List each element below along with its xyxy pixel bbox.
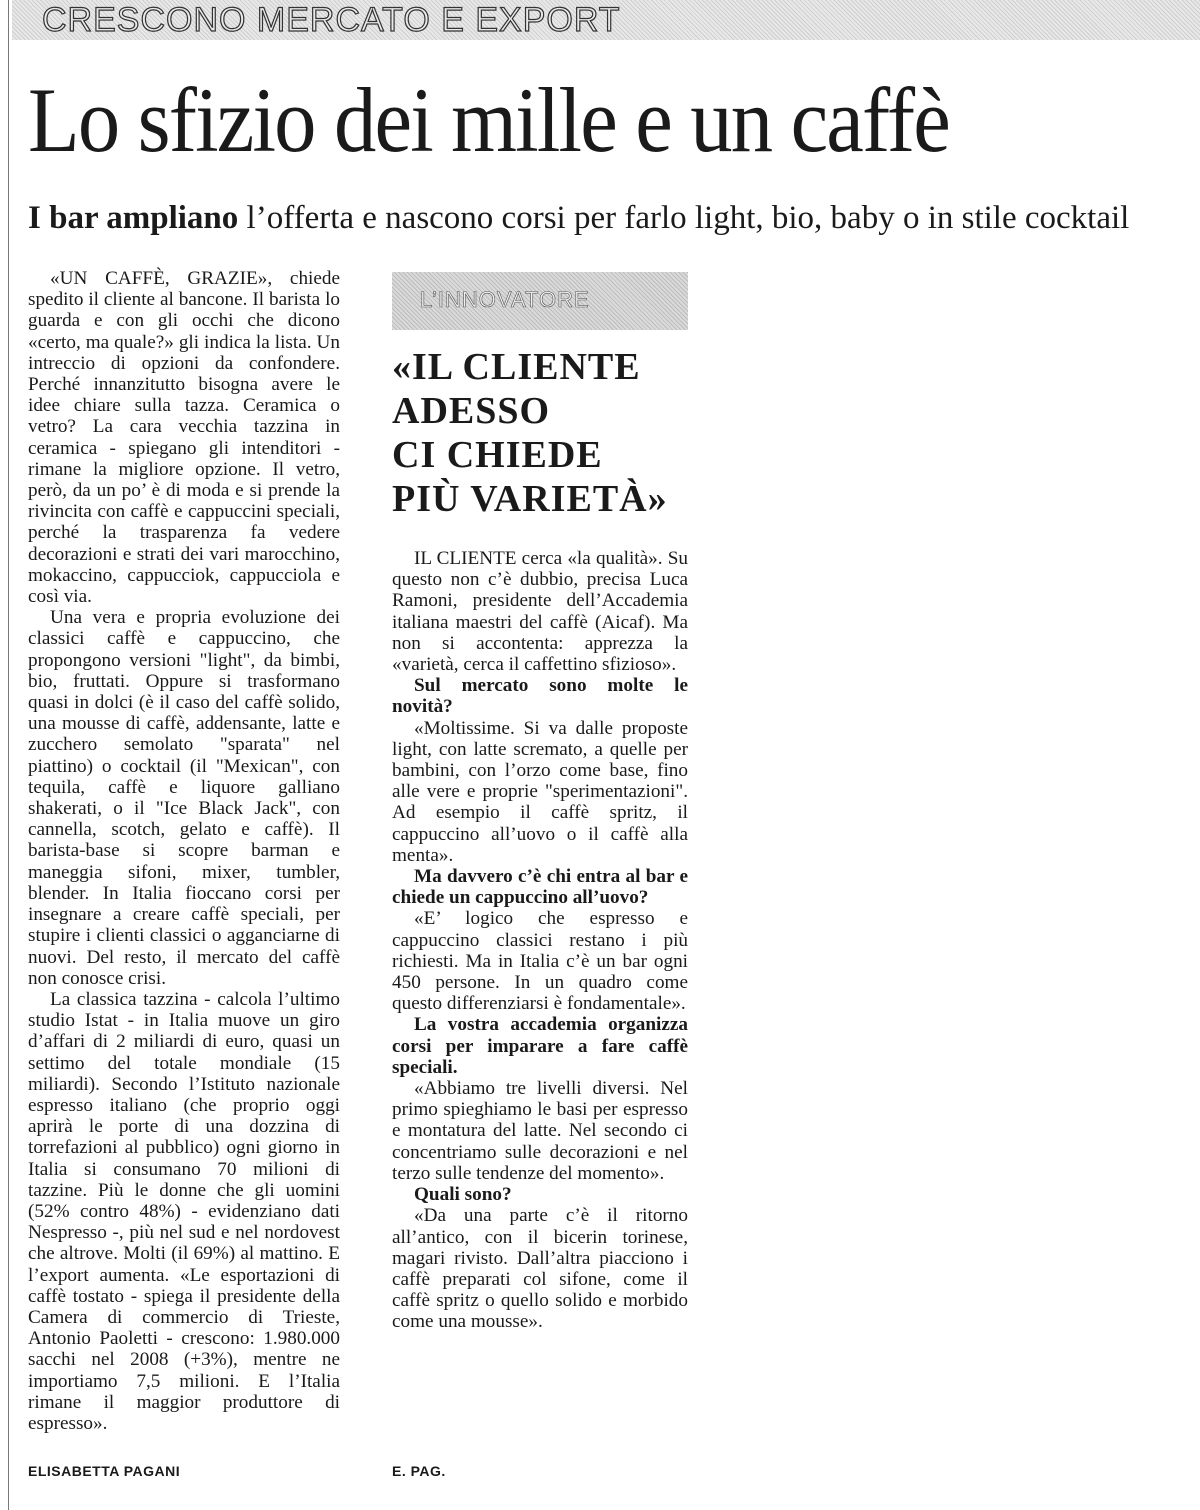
interview-question: Sul mercato sono molte le novità?: [392, 675, 688, 718]
interview-intro: IL CLIENTE cerca «la qualità». Su questo non c’è dubbio, precisa Luca Ramoni, presidente dell’Accademia italiana maestri del caffè (Aicaf). Ma non si accontenta: apprezza la «varietà, cerca il caffettino sfizioso».: [392, 548, 688, 676]
main-article-column: [28, 268, 340, 1434]
pull-quote-line: ADESSO: [392, 390, 551, 432]
subheadline-bold: I bar ampliano: [28, 200, 239, 236]
section-tag-label: L’INNOVATORE: [420, 287, 590, 312]
byline-main: ELISABETTA PAGANI: [28, 1463, 181, 1479]
section-kicker: CRESCONO MERCATO E EXPORT: [42, 1, 621, 39]
interview-answer: «E’ logico che espresso e cappuccino classici restano i più richiesti. Ma in Italia c’è un bar ogni 450 persone. In un quadro come questo differenziarsi è fondamentale».: [392, 908, 688, 1015]
interview-answer: «Da una parte c’è il ritorno all’antico, con il bicerin torinese, magari rivisto. Dall’altra piacciono i caffè preparati col sifone, come il caffè spritz o quello solido e morbido come una mousse».: [392, 1205, 688, 1333]
interview-answer: «Abbiamo tre livelli diversi. Nel primo spieghiamo le basi per espresso e montatura del latte. Nel secondo ci concentriamo sulle decorazioni e nel terzo sulle tendenze del momento».: [392, 1078, 688, 1184]
interview-answer: «Moltissime. Si va dalle proposte light, con latte scremato, a quelle per bambini, con l’orzo come base, fino alle vere e proprie "sperimentazioni". Ad esempio il caffè spritz, il cappuccino all’uovo o il caffè alla menta».: [392, 717, 688, 866]
article-paragraph: La classica tazzina - calcola l’ultimo studio Istat - in Italia muove un giro d’affari di 2 miliardi di euro, quasi un settimo del totale mondiale (15 miliardi). Secondo l’Istituto nazionale espresso italiano (che proprio oggi aprirà le porte di una dozzina di torrefazioni al pubblico) ogni giorno in Italia si consumano 70 milioni di tazzine. Più le donne che gli uomini (52% contro 48%) - evidenziano dati Nespresso -, più nel sud e nel nordovest che altrove. Molti (il 69%) al mattino. E l’export aumenta. «Le esportazioni di caffè tostato - spiega il presidente della Camera di commercio di Trieste, Antonio Paoletti - crescono: 1.980.000 sacchi nel 2008 (+3%), mentre ne importiamo 7,5 milioni. E l’Italia rimane il maggior produttore di espresso».: [28, 988, 340, 1434]
interview-question: La vostra accademia organizza corsi per imparare a fare caffè speciali.: [392, 1014, 688, 1078]
article-paragraph: Una vera e propria evoluzione dei classici caffè e cappuccino, che propongono versioni "light", da bimbi, bio, fruttati. Oppure si trasformano quasi in dolci (è il caso del caffè solido, una mousse di caffè, addensante, latte e zucchero semolato "sparata" nel piattino) o cocktail (il "Mexican", con tequila, caffè e liquore galliano shakerati, o il "Ice Black Jack", con cannella, scotch, gelato e caffè). Il barista-base si scopre barman e maneggia sifoni, mixer, tumbler, blender. In Italia fioccano corsi per insegnare a creare caffè speciali, per stupire i clienti classici o agganciarne di nuovi. Del resto, il mercato del caffè non conosce crisi.: [28, 607, 340, 989]
interview-question: Quali sono?: [414, 1184, 512, 1206]
interview-column: [392, 548, 688, 1333]
subheadline-rest: l’offerta e nascono corsi per farlo light, bio, baby o in stile cocktail: [238, 200, 1130, 236]
pull-quote: [392, 345, 668, 521]
interview-question: Ma davvero c’è chi entra al bar e chiede un cappuccino all’uovo?: [392, 866, 688, 909]
pull-quote-line: CI CHIEDE: [392, 434, 603, 476]
pull-quote-line: «IL CLIENTE: [392, 346, 641, 388]
subheadline: [28, 198, 1129, 238]
headline: Lo sfizio dei mille e un caffè: [28, 69, 949, 171]
kicker-bar: [12, 0, 1200, 40]
pull-quote-line: PIÙ VARIETÀ»: [392, 478, 668, 520]
byline-interview: E. PAG.: [392, 1463, 446, 1479]
article-paragraph: «UN CAFFÈ, GRAZIE», chiede spedito il cliente al bancone. Il barista lo guarda e con gli occhi che dicono «certo, ma quale?» gli indica la lista. Un intreccio di opzioni da confondere. Perché innanzitutto bisogna avere le idee chiare sulla tazza. Ceramica o vetro? La cara vecchia tazzina in ceramica - spiegano gli intenditori - rimane la migliore opzione. Il vetro, però, da un po’ è di moda e si prende la rivincita con caffè e cappuccini speciali, perché la trasparenza fa vedere decorazioni e strati dei vari marocchino, mokaccino, cappucciok, cappucciola e così via.: [28, 268, 340, 608]
section-tag: [392, 272, 688, 330]
